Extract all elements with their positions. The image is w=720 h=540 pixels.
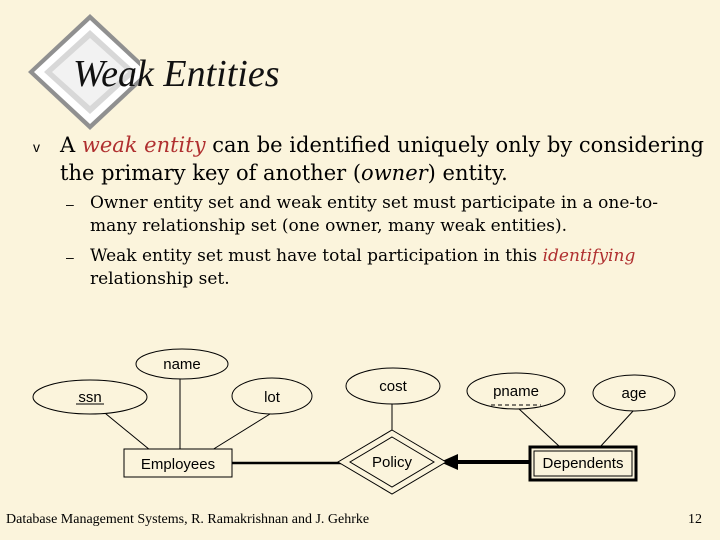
term-identifying: identifying — [542, 246, 636, 266]
attr-pname-label: pname — [493, 383, 539, 400]
attr-name-label: name — [163, 356, 201, 373]
line-age-dependents — [600, 410, 634, 447]
subpoint-2-text-after: relationship set. — [90, 269, 230, 289]
footer-source: Database Management Systems, R. Ramakrishnan and J. Gehrke — [6, 512, 370, 527]
subpoint-1-marker: – — [66, 196, 74, 212]
subpoint-2-text-before: Weak entity set must have total participation in this — [90, 246, 543, 266]
line-ssn-employees — [100, 409, 150, 450]
bullet-text-mid: can be identified uniquely only by considering the primary key of another ( — [60, 133, 704, 185]
term-weak-entity: weak entity — [81, 133, 206, 157]
attr-age-label: age — [621, 385, 647, 402]
page-number: 12 — [688, 512, 702, 527]
bullet-text-before: A — [60, 133, 82, 157]
term-owner: owner — [361, 161, 428, 185]
subpoint-1: Owner entity set and weak entity set must participate in a one-to-many relationship set (one owner, many weak entities). — [90, 193, 658, 236]
page-title: Weak Entities — [73, 53, 280, 95]
entity-dependents-label: Dependents — [542, 455, 624, 472]
entity-employees-label: Employees — [140, 456, 216, 473]
subpoint-2-marker: – — [66, 249, 74, 265]
line-pname-dependents — [518, 408, 560, 447]
attr-cost-label: cost — [379, 378, 407, 395]
bullet-text-after: ) entity. — [427, 161, 508, 185]
bullet-marker: v — [33, 139, 40, 155]
attr-lot-label: lot — [264, 389, 280, 406]
relationship-policy-label: Policy — [371, 454, 413, 471]
line-lot-employees — [212, 414, 270, 450]
attr-ssn-label: ssn — [78, 389, 102, 406]
